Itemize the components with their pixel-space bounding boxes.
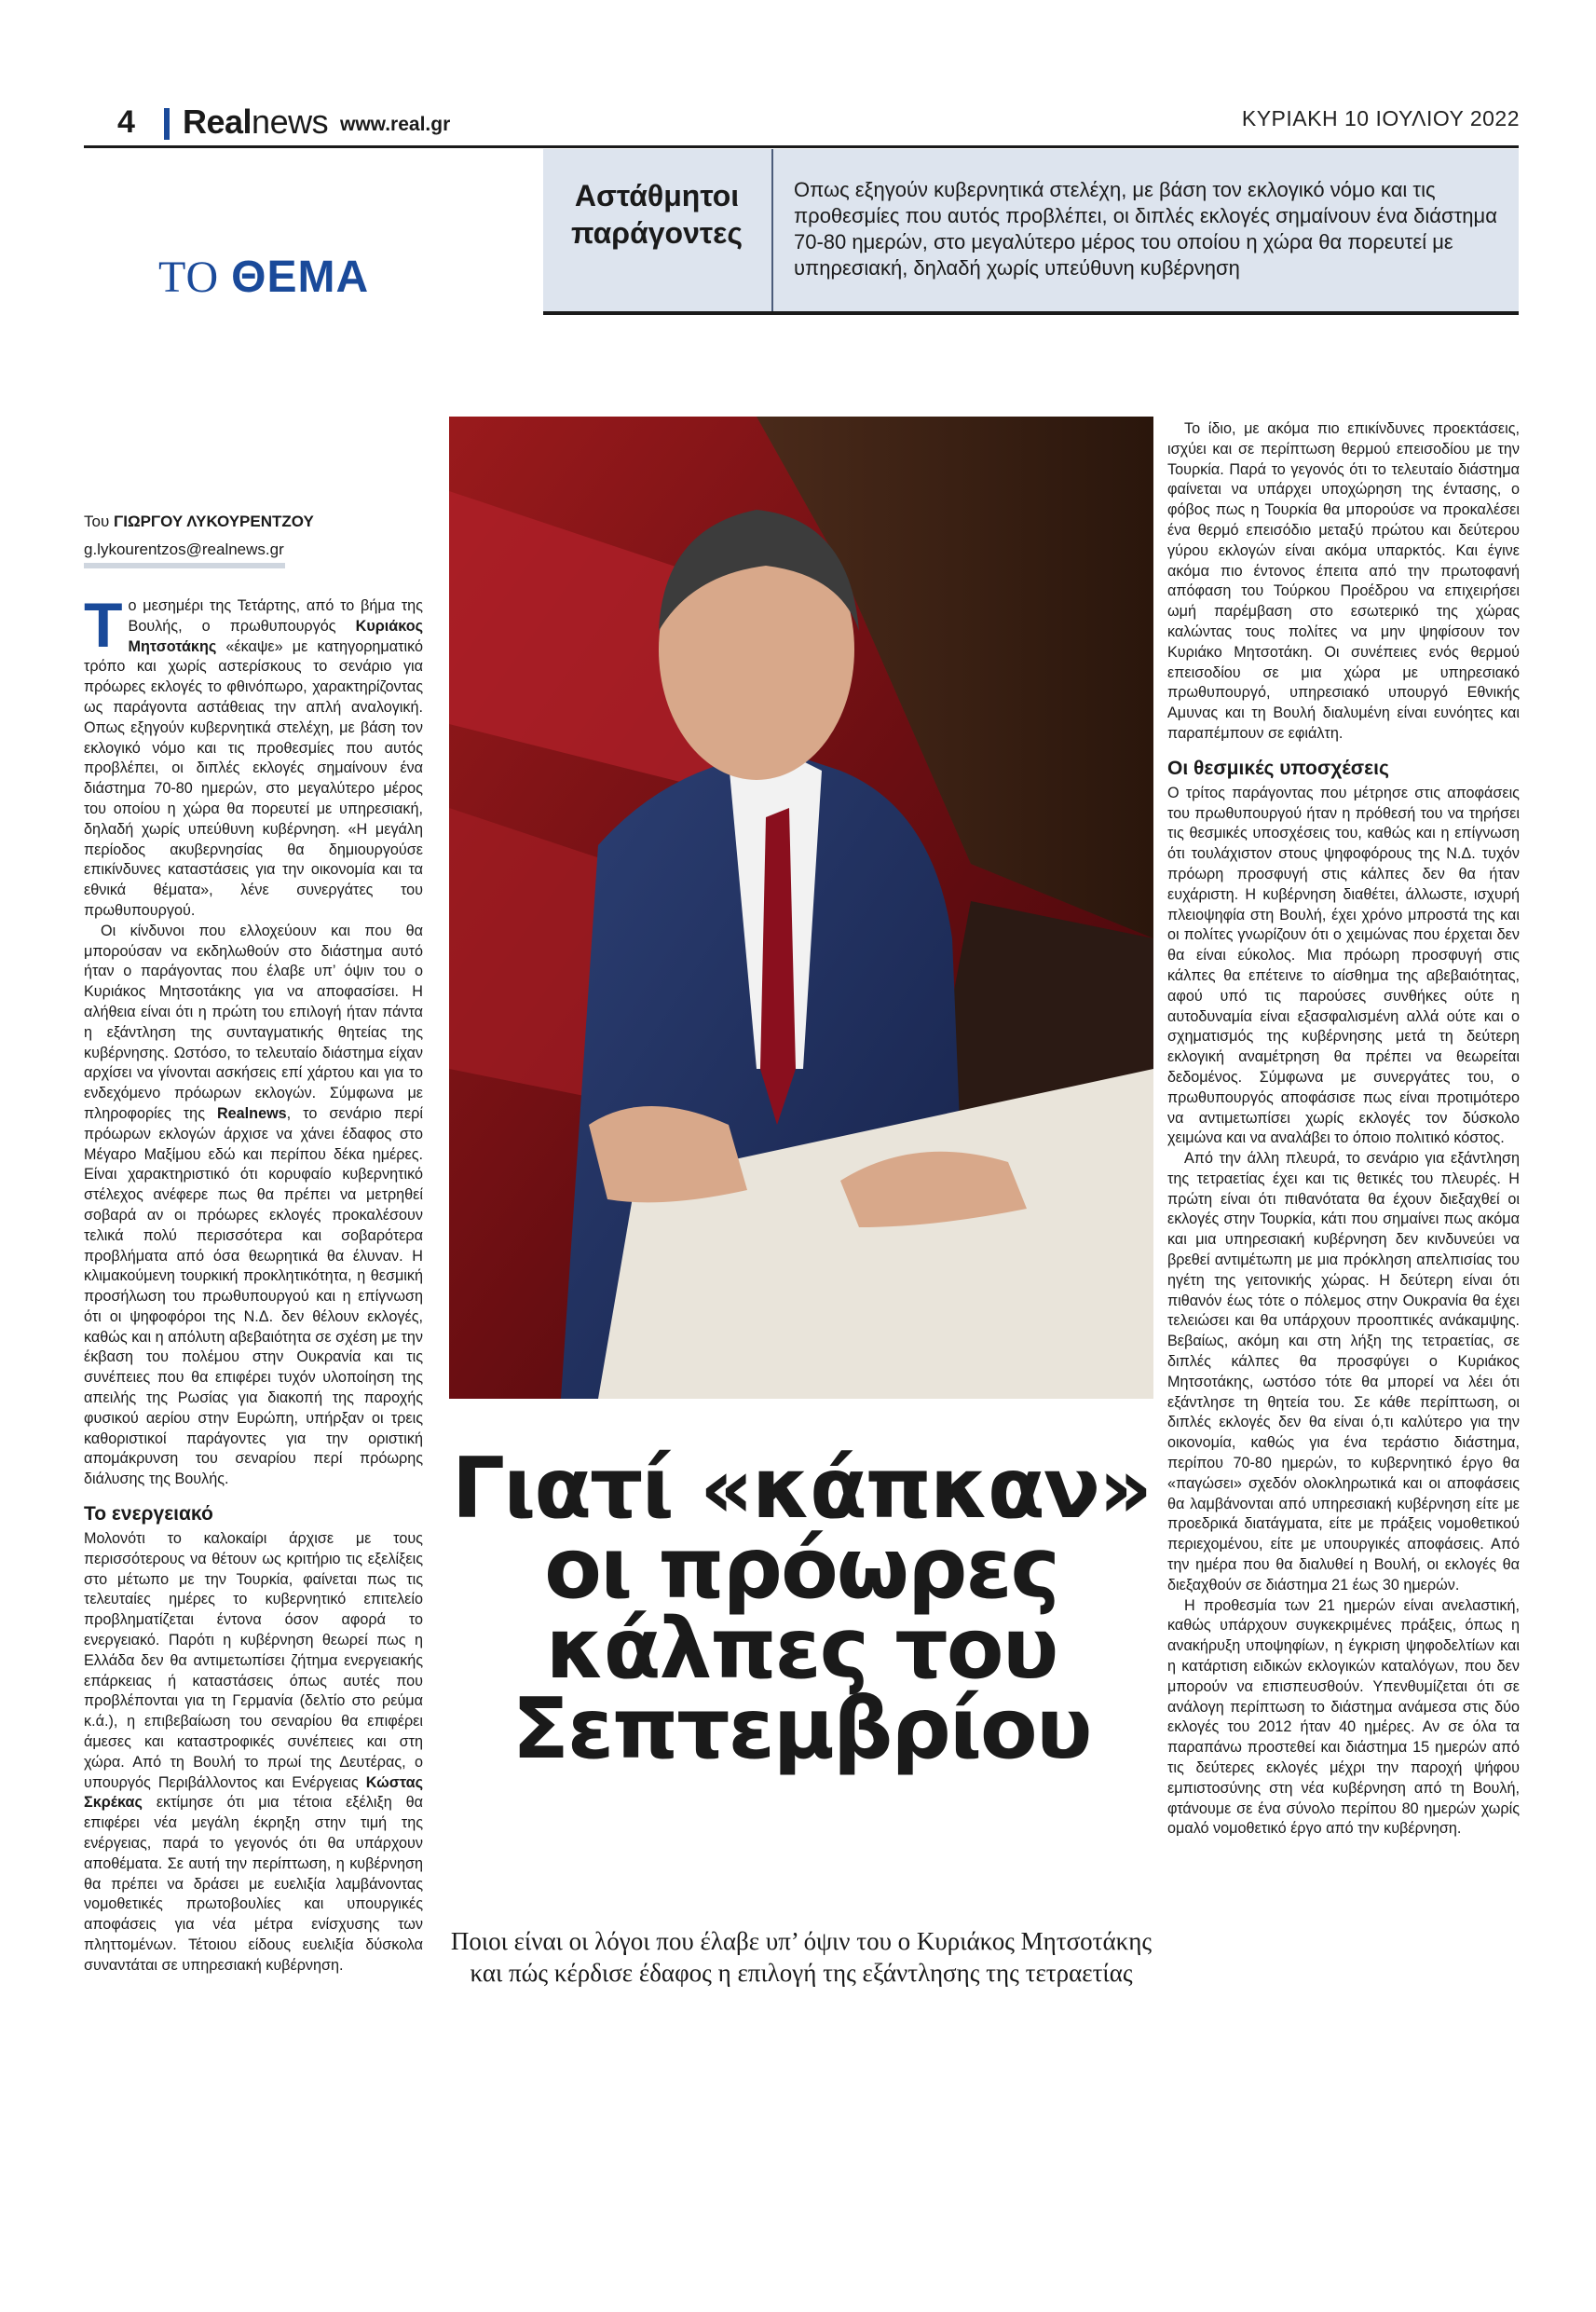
section-prefix: ΤΟ bbox=[158, 253, 232, 302]
paragraph-2 bbox=[84, 922, 423, 1490]
author-email[interactable]: g.lykourentzos@realnews.gr bbox=[84, 540, 284, 558]
lead-text-a: ο μεσημέρι της Τετάρτης, από το βήμα της Βουλής, ο πρωθυπουργός bbox=[128, 597, 423, 635]
callout-divider bbox=[771, 149, 773, 311]
article-photo bbox=[449, 417, 1153, 1399]
callout-title: Αστάθμητοι παράγοντες bbox=[571, 179, 743, 250]
p3-text-b: εκτίμησε ότι μια τέτοια εξέλιξη θα επιφέρει νέα μεγάλη έκρηξη στην τιμή της ενέργειας, παρά το γεγονός ότι θα υπάρχουν αποθέματα. Σε αυτή την περίπτωση, η κυβέρνηση θα πρέπει να δράσει με ευελιξία λαμβάνοντας νομοθετικές πρωτοβουλίες και υπουργικές αποφάσεις για νέα μέτρα ενίσχυσης των πληττομένων. Τέτοιου είδους ευελιξία δύσκολα συναντάται σε υπηρεσιακή κυβέρνηση. bbox=[84, 1794, 423, 1974]
byline bbox=[84, 513, 314, 531]
page-number: 4 bbox=[117, 104, 135, 140]
lead-text-b: «έκαψε» με κατηγορηματικό τρόπο και χωρίς αστερίσκους το σενάριο για πρόωρες εκλογές το φθινόπωρο, χαρακτηρίζοντας ως παράγοντα αστάθειας την απλή αναλογική. Οπως εξηγούν κυβερνητικά στελέχη, με βάση τον εκλογικό νόμο και τις προθεσμίες που αυτός προβλέπει, οι διπλές εκλογές σημαίνουν ένα διάστημα 70-80 ημερών, στο μεγαλύτερο μέρος του οποίου η χώρα θα πορευτεί με υπηρεσιακή, δηλαδή χωρίς υπεύθυνη κυβέρνηση. «Η μεγάλη περίοδος ακυβερνησίας θα δημιουργούσε επικίνδυνες καταστάσεις για την οικονομία και τα εθνικά θέματα», λένε συνεργάτες του πρωθυπουργού. bbox=[84, 637, 423, 919]
brand-url: www.real.gr bbox=[340, 114, 451, 135]
article-column-left bbox=[84, 590, 423, 1977]
subhead-institutional: Οι θεσμικές υποσχέσεις bbox=[1167, 757, 1389, 779]
brand-light: news bbox=[252, 103, 329, 141]
issue-date: ΚΥΡΙΑΚΗ 10 ΙΟΥΛΙΟΥ 2022 bbox=[1241, 106, 1520, 130]
header-rule bbox=[84, 145, 1519, 148]
byline-prefix: Του bbox=[84, 513, 114, 530]
photo-illustration bbox=[449, 417, 1153, 1399]
section-name: ΘΕΜΑ bbox=[231, 253, 370, 302]
paragraph-4: Το ίδιο, με ακόμα πιο επικίνδυνες προεκτάσεις, ισχύει και σε περίπτωση θερμού επεισοδίου με την Τουρκία. Παρά το γεγονός ότι το τελευταίο διάστημα φαίνεται να υπάρχει υποχώρηση της έντασης, ο φόβος πως η Τουρκία θα μπορούσε να προκαλέσει ένα θερμό επεισόδιο μεταξύ πρώτου και δεύτερου γύρου εκλογών είναι ακόμα υπαρκτός. Και έγινε ακόμα πιο έντονος έπειτα από την πρωτοφανή απόφαση του Τούρκου Προέδρου να επιχειρήσει ωμή παρέμβαση στο εσωτερικό της χώρας καλώντας τους πολίτες να μην ψηφίσουν τον Κυριάκο Μητσοτάκη. Οι συνέπειες ενός θερμού επεισοδίου σε μια χώρα με υπηρεσιακό πρωθυπουργό, υπηρεσιακό υπουργό Εθνικής Αμυνας και τη Βουλή διαλυμένη είναι ευνόητες και παραπέμπουν σε εφιάλτη. bbox=[1167, 420, 1520, 742]
callout-text: Οπως εξηγούν κυβερνητικά στελέχη, με βάση τον εκλογικό νόμο και τις προθεσμίες που αυτός προβλέπει, οι διπλές εκλογές σημαίνουν ένα διάστημα 70-80 ημερών, στο μεγαλύτερο μέρος του οποίου η χώρα θα πορευτεί με υπηρεσιακή, δηλαδή χωρίς υπεύθυνη κυβέρνηση bbox=[794, 178, 1497, 280]
p2-brand: Realnews bbox=[216, 1104, 287, 1122]
callout-rule bbox=[543, 311, 1519, 315]
paragraph-3 bbox=[84, 1529, 423, 1977]
lead-paragraph bbox=[84, 590, 423, 922]
paragraph-6: Από την άλλη πλευρά, το σενάριο για εξάντληση της τετραετίας έχει και τις θετικές του πλευρές. Η πρώτη είναι ότι πιθανότατα θα έχουν διεξαχθεί οι εκλογές στην Τουρκία, κάτι που σημαίνει πως ακόμα και μια υπηρεσιακή κυβέρνηση δεν κινδυνεύει να βρεθεί αντιμέτωπη με μια πρόκληση απελπισίας του ηγέτη της γειτονικής χώρας. Η δεύτερη είναι ότι πιθανόν έως τότε ο πόλεμος στην Ουκρανία θα έχει τελειώσει και θα υπάρχουν προοπτικές ανάκαμψης. Βεβαίως, ακόμη και στη λήξη της τετραετίας, σε διπλές κάλπες θα προσφύγει ο Κυριάκος Μητσοτάκης, ωστόσο τότε θα μπορεί να λέει ότι εξάντλησε τη θητεία του. Σε κάθε περίπτωση, οι διπλές εκλογές δεν θα είναι ό,τι καλύτερο για την οικονομία, καθώς για ένα τεράστιο διάστημα, περίπου 70-80 ημερών, το κυβερνητικό έργο θα «παγώσει» σχεδόν ολοκληρωτικά και οι αποφάσεις θα λαμβάνονται από υπηρεσιακή κυβέρνηση είτε με προεδρικά διατάγματα, είτε με πράξεις νομοθετικού περιεχομένου, είτε με υπουργικές αποφάσεις. Από την ημέρα που θα διαλυθεί η Βουλή, οι εκλογές θα διεξαχθούν σε διάστημα 21 έως 30 ημερών. bbox=[1167, 1150, 1520, 1594]
headline: Γιατί «κάπκαν» οι πρόωρες κάλπες του Σεπτεμβρίου bbox=[451, 1440, 1152, 1778]
brand-bold: Real bbox=[183, 103, 252, 141]
p3-name: Κώστας Σκρέκας bbox=[84, 1773, 423, 1812]
p3-text-a: Μολονότι το καλοκαίρι άρχισε με τους περισσότερους να θέτουν ως κριτήριο τις εξελίξεις στο μέτωπο με την Τουρκία, φαίνεται πως τις τελευταίες ημέρες το κυβερνητικό επιτελείο προβληματίζεται έντονα όσον αφορά το ενεργειακό. Παρότι η κυβέρνηση θεωρεί πως η Ελλάδα δεν θα αντιμετωπίσει ζήτημα ενεργειακής επάρκειας ή καταστάσεις όπως αυτές που προβλέπονται για τη Γερμανία (δελτίο στο ρεύμα κ.ά.), η επιβεβαίωση του σεναρίου θα επιφέρει άμεσες και καταστροφικές συνέπειες και στη χώρα. Από τη Βουλή το πρωί της Δευτέρας, ο υπουργός Περιβάλλοντος και Ενέργειας bbox=[84, 1530, 423, 1791]
subheadline: Ποιοι είναι οι λόγοι που έλαβε υπ’ όψιν του ο Κυριάκος Μητσοτάκης και πώς κέρδισε έδαφος η επιλογή της εξάντλησης της τετραετίας bbox=[450, 1927, 1153, 1987]
lead-name: Κυριάκος Μητσοτάκης bbox=[128, 617, 423, 655]
subhead-energy: Το ενεργειακό bbox=[84, 1503, 213, 1525]
header-divider bbox=[164, 108, 170, 140]
section-label bbox=[158, 252, 369, 303]
article-column-right bbox=[1167, 419, 1520, 1840]
byline-author: ΓΙΩΡΓΟΥ ΛΥΚΟΥΡΕΝΤΖΟΥ bbox=[114, 513, 314, 530]
paragraph-7: Η προθεσμία των 21 ημερών είναι ανελαστική, καθώς υπάρχουν συγκεκριμένες πράξεις, όπως η ανακήρυξη υποψηφίων, η έγκριση ψηφοδελτίων και η κατάρτιση ειδικών εκλογικών καταλόγων, που δεν μπορούν να επισπευσθούν. Υπενθυμίζεται ότι σε ανάλογη περίπτωση το διάστημα ανάμεσα στις δύο εκλογές του 2012 ήταν 40 ημέρες. Αν σε όλα τα παραπάνω προστεθεί και διάστημα 15 ημερών από τις δεύτερες εκλογές μέχρι την παροχή ψήφου εμπιστοσύνης στη νέα κυβέρνηση από τη Βουλή, φτάνουμε σε ένα σύνολο περίπου 80 ημερών χωρίς ομαλό νομοθετικό έργο από την κυβέρνηση. bbox=[1167, 1596, 1520, 1838]
drop-cap: Τ bbox=[84, 590, 123, 661]
byline-rule bbox=[84, 563, 285, 568]
paragraph-5: Ο τρίτος παράγοντας που μέτρησε στις αποφάσεις του πρωθυπουργού ήταν η πρόθεσή του να τηρήσει τις θεσμικές υποσχέσεις του, καθώς και η επίγνωση ότι τουλάχιστον στους ψηφοφόρους της Ν.Δ. τυχόν πρόωρη προσφυγή στις κάλπες δεν θα ήταν ευχάριστη. Η κυβέρνηση διαθέτει, άλλωστε, ισχυρή πλειοψηφία στη Βουλή, έχει χρόνο μπροστά της και οι πολίτες γνωρίζουν ότι ο χειμώνας που έρχεται δεν θα είναι εύκολος. Μια πρόωρη προσφυγή στις κάλπες θα επέτεινε το αίσθημα της αβεβαιότητας, αφού υπό τις παρούσες συνθήκες ούτε η αυτοδυναμία είναι εξασφαλισμένη αλλά ούτε και ο σχηματισμός της κυβέρνησης μετά τη δεύτερη εκλογική αναμέτρηση θα πρέπει να θεωρείται δεδομένος. Σύμφωνα με συνεργάτες του, ο πρωθυπουργός αποφάσισε πως είναι προτιμότερο να αντιμετωπίσει χωρίς εκλογές τον δύσκολο χειμώνα και να αναλάβει το όποιο πολιτικό κόστος. bbox=[1167, 784, 1520, 1147]
p2-text-b: , το σενάριο περί πρόωρων εκλογών άρχισε να χάνει έδαφος στο Μέγαρο Μαξίμου εδώ και περίπου δέκα ημέρες. Είναι χαρακτηριστικό ότι κορυφαίο κυβερνητικό στέλεχος ανέφερε πως θα πρέπει να μετρηθεί σοβαρά αν οι πρόωρες εκλογές προκαλέσουν τελικά πολύ περισσότερα και σοβαρότερα προβλήματα από όσα θεωρητικά θα έλυναν. Η κλιμακούμενη τουρκική προκλητικότητα, η θεσμική προσήλωση του πρωθυπουργού και η επίγνωση ότι οι ψηφοφόροι της Ν.Δ. δεν θέλουν εκλογές, καθώς και η απόλυτη αβεβαιότητα σε σχέση με την έκβαση του πολέμου στην Ουκρανία και τις συνέπειες που θα επιφέρει τυχόν υλοποίηση της απειλής της Ρωσίας για διακοπή της παροχής φυσικού αερίου στην Ευρώπη, υπήρξαν οι τρεις καθοριστικοί παράγοντες για την οριστική απομάκρυνση του σεναρίου περί πρόωρης διάλυσης της Βουλής. bbox=[84, 1104, 423, 1488]
p2-text-a: Οι κίνδυνοι που ελλοχεύουν και που θα μπορούσαν να εκδηλωθούν στο διάστημα αυτό ήταν ο παράγοντας που έλαβε υπ’ όψιν του ο Κυριάκος Μητσοτάκης για να αποφασίσει. Η αλήθεια είναι ότι η πρώτη του επιλογή ήταν πάντα η εξάντληση της συνταγματικής θητείας της κυβέρνησης. Ωστόσο, το τελευταίο διάστημα είχαν αρχίσει να γίνονται ασκήσεις επί χάρτου και για το ενδεχόμενο πρόωρων εκλογών. Σύμφωνα με πληροφορίες της bbox=[84, 922, 423, 1122]
brand-logo bbox=[183, 103, 328, 142]
